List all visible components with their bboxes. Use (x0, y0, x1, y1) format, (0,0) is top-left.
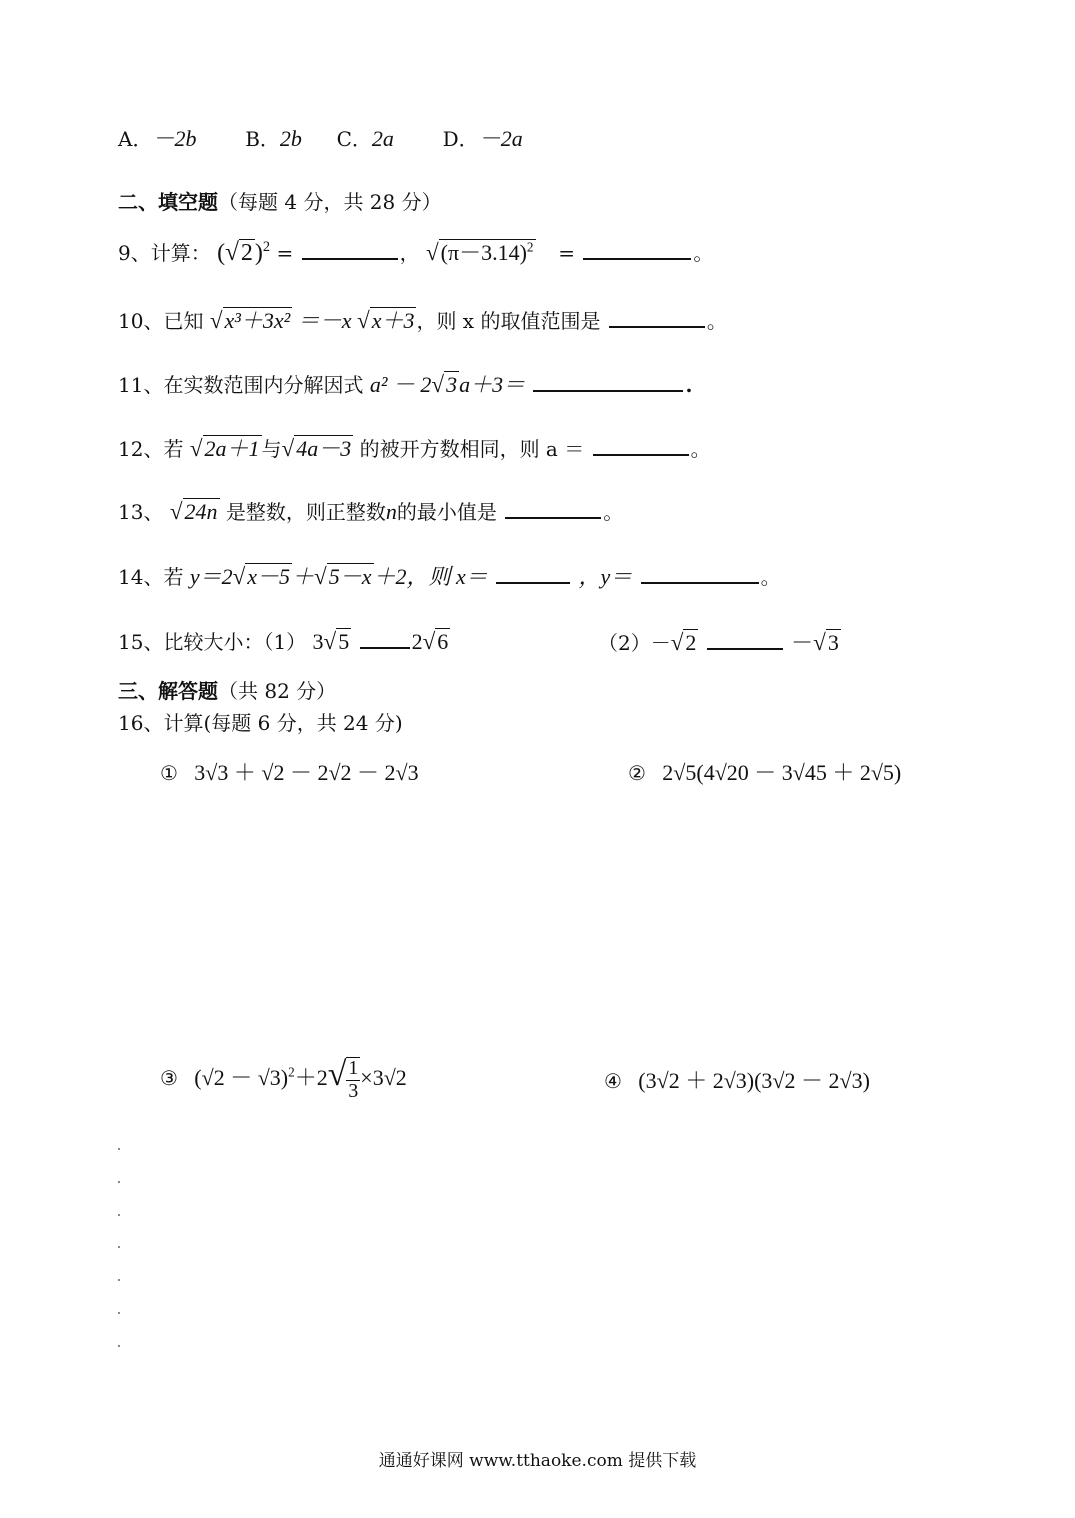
q9-blank-2[interactable] (583, 240, 691, 260)
q12-rad1: √2a＋1 (189, 435, 260, 461)
q9-eq1: = (276, 241, 294, 265)
q10-prefix: 10、已知 (118, 309, 204, 333)
option-c-expr: 2a (371, 126, 394, 151)
q13-var: n (385, 499, 397, 524)
question-12 (118, 432, 711, 463)
sub2-expr: 2√5(4√20 － 3√45 ＋ 2√5) (662, 760, 902, 785)
margin-dot (118, 1345, 120, 1347)
q10-blank[interactable] (609, 308, 705, 328)
footer: 通通好课网 www.tthaoke.com 提供下载 (378, 1451, 697, 1471)
q9-eq2: = (558, 241, 575, 265)
q12-mid: 与 (261, 437, 282, 461)
question-15 (118, 626, 450, 655)
section-2-note: （每题 4 分，共 28 分） (218, 190, 442, 214)
q13-rad: √24n (169, 498, 218, 524)
q12-end: 。 (690, 437, 711, 461)
q11-blank[interactable] (533, 372, 683, 392)
q15-part1: 3√5 (312, 628, 350, 654)
q16-prefix: 16、计算(每题 6 分，共 24 分) (118, 711, 403, 735)
sub-question-3 (160, 1056, 407, 1103)
q10-end: 。 (706, 309, 727, 333)
q9-comma: ， (399, 241, 420, 265)
question-14 (118, 560, 781, 591)
q14-y-eq: ，y＝ (578, 564, 633, 589)
q10-expr: √x³＋3x² ＝－x √x＋3 (209, 307, 415, 333)
q9-blank-1[interactable] (302, 240, 398, 260)
q9-expr1: $(√2)^2$ (217, 239, 271, 266)
q9-expr2: $√(\pi-3.14)^2$ (425, 239, 534, 265)
option-a-expr: －2b (152, 126, 197, 151)
question-16 (118, 707, 403, 736)
section-3-note: （共 82 分） (218, 679, 337, 703)
question-15-part-2 (598, 626, 841, 657)
q15-part2-label: （2）－ (598, 631, 671, 655)
sub2-num: ② (628, 761, 646, 785)
q15-prefix: 15、比较大小：（1） (118, 630, 307, 654)
option-d-expr: －2a (478, 126, 523, 151)
q13-suffix2: 的最小值是 (396, 500, 497, 524)
option-b-label: B． (245, 127, 280, 151)
option-c-label: C． (336, 127, 372, 151)
q10-suffix: ，则 x 的取值范围是 (416, 309, 601, 333)
q14-prefix: 14、若 (118, 565, 184, 589)
option-b-expr: 2b (279, 126, 302, 151)
q15-part1b: 2√6 (411, 628, 449, 654)
sub-question-4 (604, 1064, 870, 1095)
q9-prefix: 9、计算： (118, 241, 211, 265)
option-a-label: A． (118, 127, 153, 151)
q13-blank[interactable] (505, 499, 601, 519)
q14-blank-y[interactable] (641, 564, 759, 584)
sub-question-2 (628, 756, 901, 787)
q14-end: 。 (760, 565, 781, 589)
margin-dot (118, 1181, 120, 1183)
margin-dot (118, 1148, 120, 1150)
q13-prefix: 13、 (118, 500, 164, 524)
sub4-expr: (3√2 ＋ 2√3)(3√2 － 2√3) (638, 1068, 870, 1093)
q12-blank[interactable] (593, 436, 689, 456)
q9-end: 。 (693, 241, 714, 265)
q13-end: 。 (603, 500, 624, 524)
q12-suffix: 的被开方数相同，则 a ＝ (359, 437, 585, 461)
q14-blank-x[interactable] (496, 564, 570, 584)
sub-question-1 (160, 756, 419, 787)
q11-prefix: 11、在实数范围内分解因式 (118, 373, 364, 397)
question-11 (118, 368, 692, 399)
sub3-num: ③ (160, 1066, 178, 1090)
q11-expr: a² － 2√3a＋3＝ (369, 371, 526, 397)
section-3-title: 三、解答题 (118, 679, 218, 703)
sub3-expr: $(√2 - √3)^2+2√$ $\frac{1}{3}$ ×3√2 (194, 1056, 407, 1102)
margin-dot (118, 1312, 120, 1314)
margin-dot (118, 1214, 120, 1216)
q15-blank-1[interactable] (360, 629, 410, 649)
q12-rad2: √4a－3 (281, 435, 352, 461)
q13-suffix: 是整数，则正整数 (225, 500, 386, 524)
q15-part2-rad2: －√3 (791, 629, 839, 655)
section-2-title: 二、填空题 (118, 190, 218, 214)
margin-dot (118, 1279, 120, 1281)
q14-expr: y＝2√x－5＋√5－x＋2，则 x＝ (189, 563, 488, 589)
question-13 (118, 496, 623, 525)
section-2-header (118, 186, 442, 215)
q12-prefix: 12、若 (118, 437, 184, 461)
option-d-label: D． (442, 127, 479, 151)
q15-part2-rad1: √2 (670, 629, 697, 655)
mc-options-row (118, 122, 523, 153)
sub4-num: ④ (604, 1069, 622, 1093)
question-10 (118, 304, 727, 335)
sub1-expr: 3√3 ＋ √2 － 2√2 － 2√3 (194, 760, 419, 785)
margin-dot (118, 1246, 120, 1248)
question-9 (118, 236, 713, 267)
q11-end: . (685, 373, 693, 397)
sub1-num: ① (160, 761, 178, 785)
q15-blank-2[interactable] (707, 630, 783, 650)
section-3-header (118, 675, 336, 704)
